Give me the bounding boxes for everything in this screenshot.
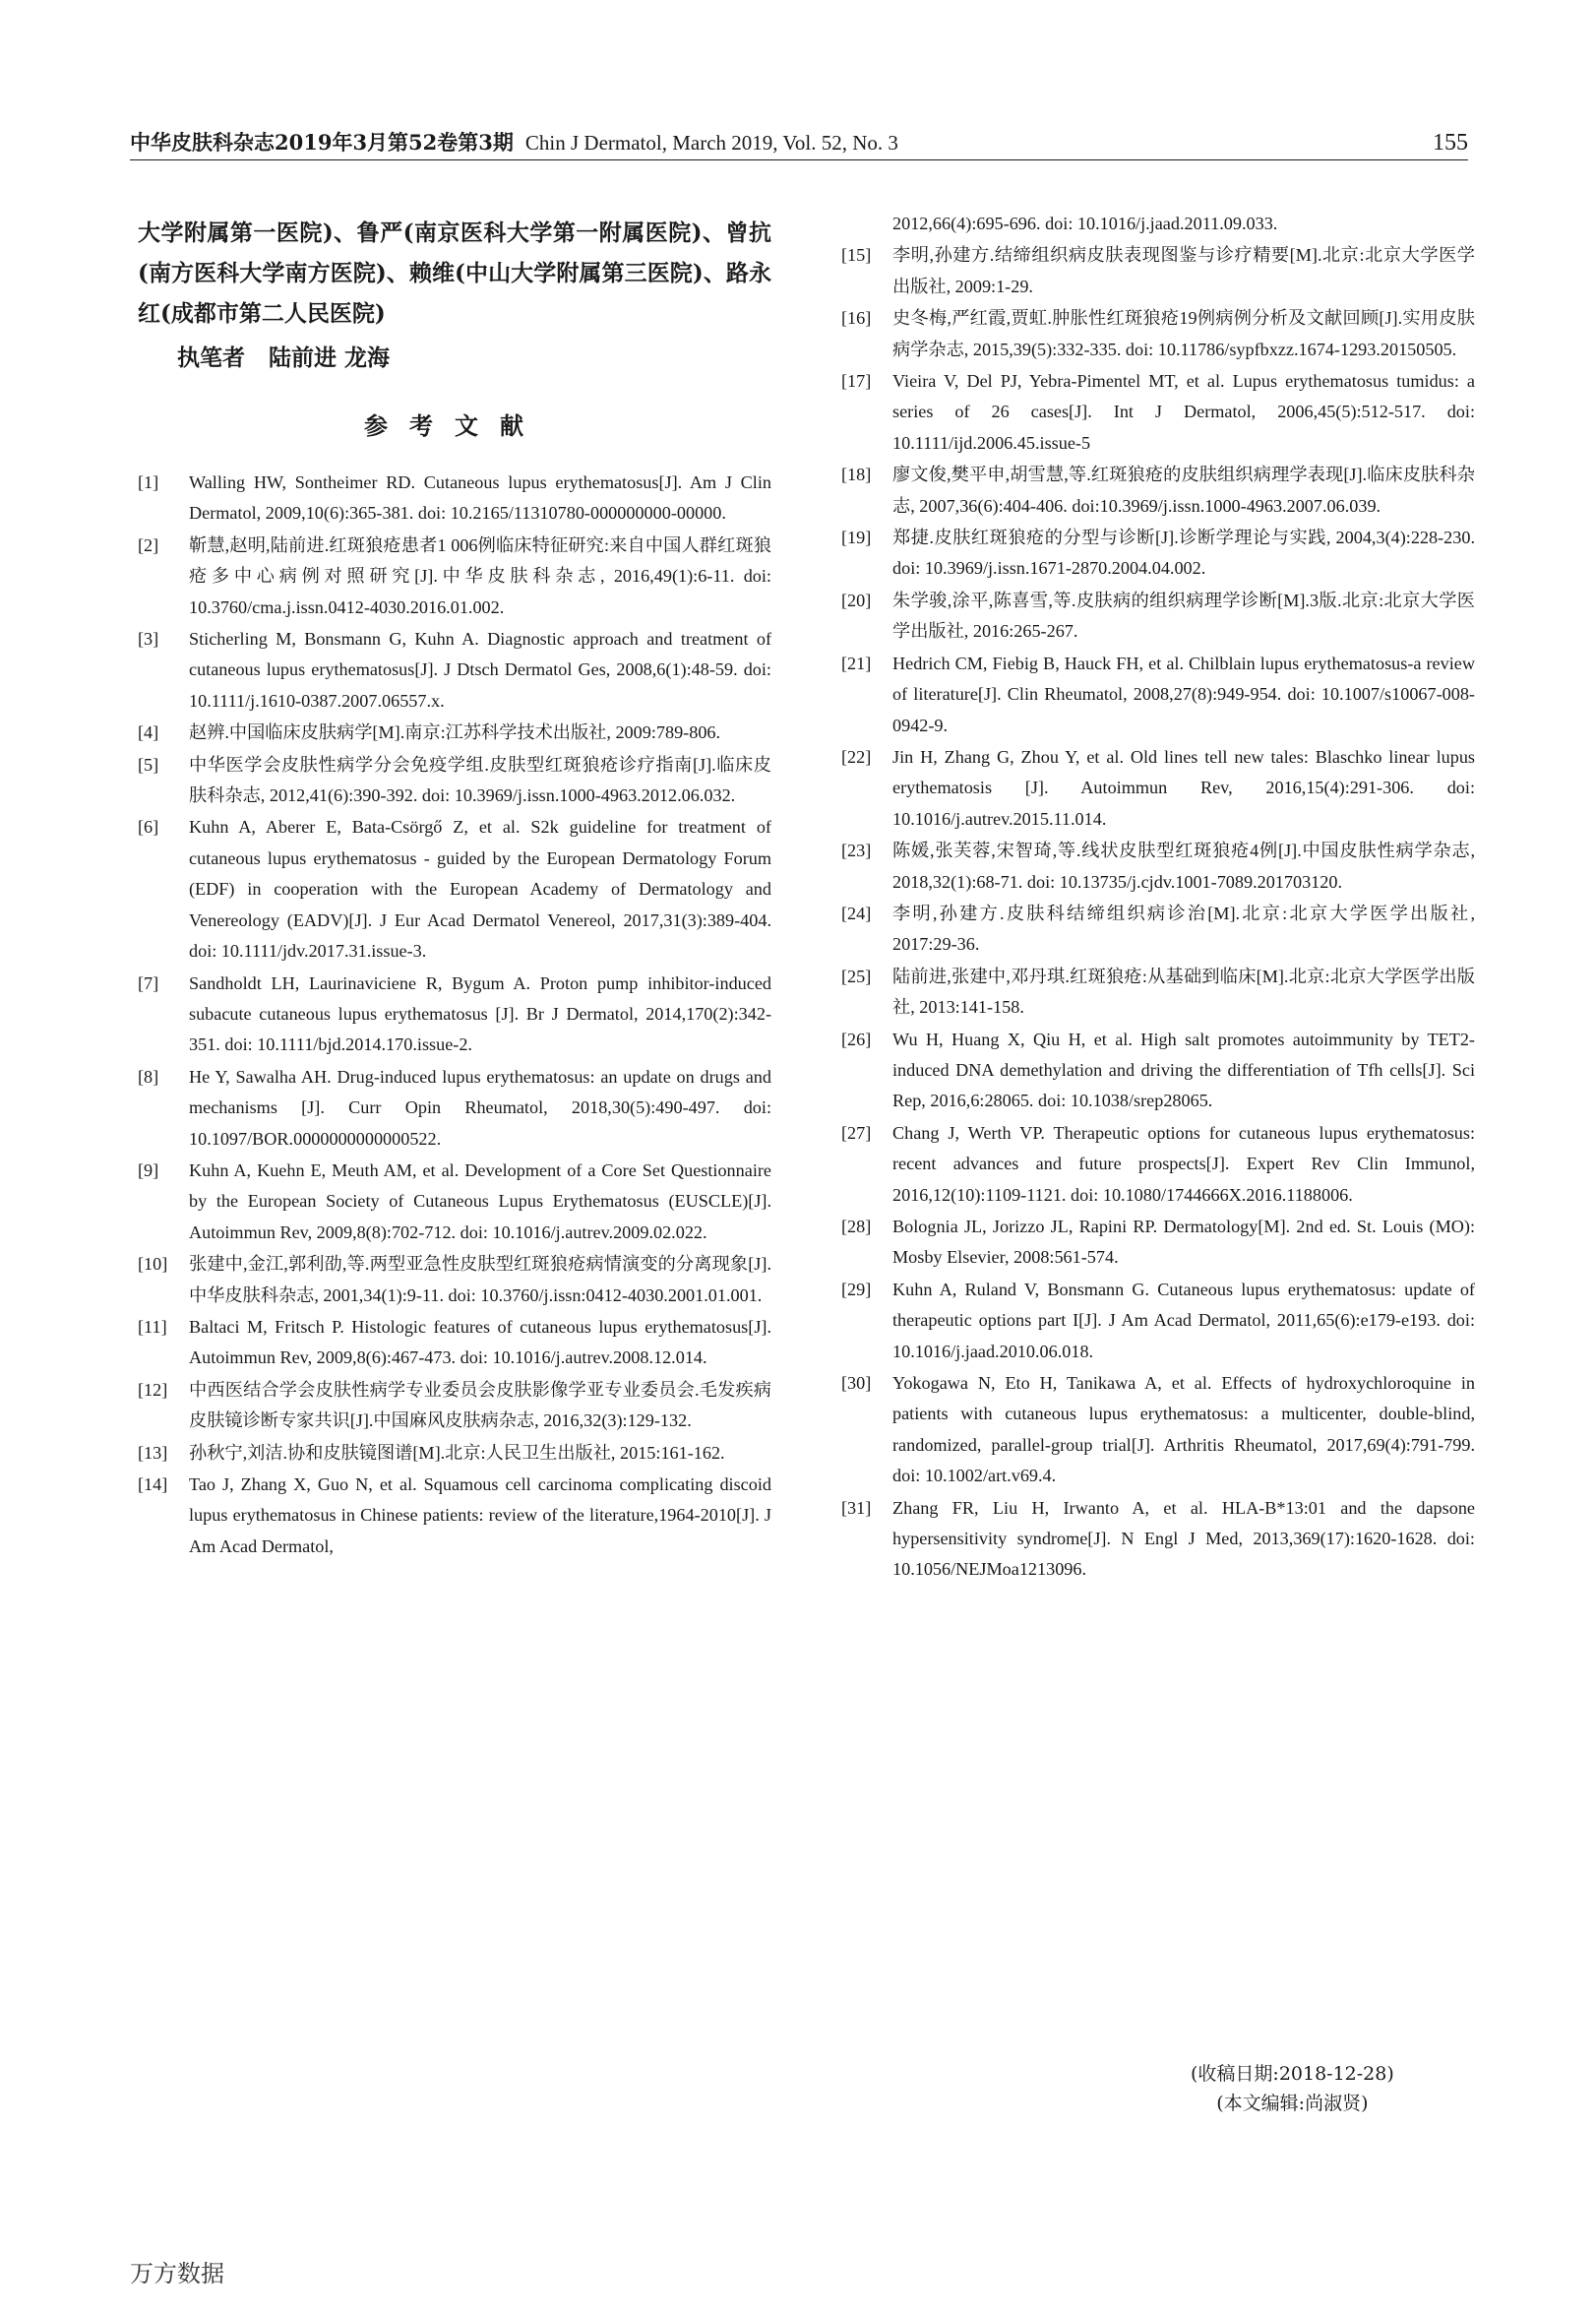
reference-text: 史冬梅,严红霞,贾虹.肿胀性红斑狼疮19例病例分析及文献回顾[J].实用皮肤病学杂志, 2015,39(5):332-335. doi: 10.11786/sypfbxzz.1674-1293.20150505. xyxy=(892,308,1475,359)
reference-list-right xyxy=(841,240,1475,1585)
reference-item xyxy=(841,586,1475,648)
reference-number: [27] xyxy=(841,1122,872,1143)
reference-number: [15] xyxy=(841,245,872,266)
reference-number: [30] xyxy=(841,1373,872,1394)
reference-text: 靳慧,赵明,陆前进.红斑狼疮患者1 006例临床特征研究:来自中国人群红斑狼疮多中心病例对照研究[J].中华皮肤科杂志, 2016,49(1):6-11. doi: 10.3760/cma.j.issn.0412-4030.2016.01.002. xyxy=(189,534,771,617)
watermark: 万方数据 xyxy=(130,2260,224,2287)
reference-number: [16] xyxy=(841,308,872,329)
reference-number: [14] xyxy=(138,1474,168,1494)
editor-credit: (本文编辑:尚淑贤) xyxy=(1216,2093,1369,2114)
reference-number: [2] xyxy=(138,534,159,555)
reference-text: 赵辨.中国临床皮肤病学[M].南京:江苏科学技术出版社, 2009:789-806. xyxy=(189,722,721,743)
reference-number: [24] xyxy=(841,903,872,923)
reference-item xyxy=(841,1212,1475,1274)
reference-number: [7] xyxy=(138,972,159,993)
reference-item xyxy=(138,718,771,748)
reference-item xyxy=(841,899,1475,961)
reference-item xyxy=(138,1312,771,1374)
reference-text: 张建中,金江,郭利劭,等.两型亚急性皮肤型红斑狼疮病情演变的分离现象[J].中华皮肤科杂志, 2001,34(1):9-11. doi: 10.3760/j.issn:0412-4030.2001.01.001. xyxy=(189,1254,771,1305)
reference-number: [11] xyxy=(138,1316,167,1337)
reference-number: [5] xyxy=(138,754,159,775)
reference-text: Baltaci M, Fritsch P. Histologic features of cutaneous lupus erythematosus[J]. Autoimmun Rev, 2009,8(6):467-473. doi: 10.1016/j.autrev.2008.12.014. xyxy=(189,1316,771,1368)
reference-item xyxy=(841,649,1475,741)
reference-item xyxy=(841,523,1475,585)
reference-number: [20] xyxy=(841,590,872,610)
reference-number: [10] xyxy=(138,1254,168,1275)
references-heading: 参考文献 xyxy=(364,411,545,440)
reference-text: Jin H, Zhang G, Zhou Y, et al. Old lines tell new tales: Blaschko linear lupus erythematosis [J]. Autoimmun Rev, 2016,15(4):291-306. doi: 10.1016/j.autrev.2015.11.014. xyxy=(892,746,1475,829)
journal-citation xyxy=(130,126,898,159)
reference-text: Hedrich CM, Fiebig B, Hauck FH, et al. Chilblain lupus erythematosus-a review of literature[J]. Clin Rheumatol, 2008,27(8):949-954. doi: 10.1007/s10067-008-0942-9. xyxy=(892,653,1475,735)
reference-list-left xyxy=(138,468,771,1562)
reference-item xyxy=(138,624,771,717)
reference-number: [31] xyxy=(841,1497,872,1518)
reference-item xyxy=(841,836,1475,898)
reference-text: Kuhn A, Kuehn E, Meuth AM, et al. Development of a Core Set Questionnaire by the European Society of Cutaneous Lupus Erythematosus (EUSCLE)[J]. Autoimmun Rev, 2009,8(8):702-712. doi: 10.1016/j.autrev.2009.02.022. xyxy=(189,1159,771,1242)
reference-text: 廖文俊,樊平申,胡雪慧,等.红斑狼疮的皮肤组织病理学表现[J].临床皮肤科杂志, 2007,36(6):404-406. doi:10.3969/j.issn.1000-4963.2007.06.039. xyxy=(892,465,1475,516)
reference-text: Vieira V, Del PJ, Yebra-Pimentel MT, et al. Lupus erythematosus tumidus: a series of 26 cases[J]. Int J Dermatol, 2006,45(5):512-517. doi: 10.1111/ijd.2006.45.issue-5 xyxy=(892,371,1475,453)
reference-text: Bolognia JL, Jorizzo JL, Rapini RP. Dermatology[M]. 2nd ed. St. Louis (MO): Mosby Elsevier, 2008:561-574. xyxy=(892,1217,1475,1268)
reference-item xyxy=(841,460,1475,522)
reference-text: Chang J, Werth VP. Therapeutic options for cutaneous lupus erythematosus: recent advances and future prospects[J]. Expert Rev Clin Immunol, 2016,12(10):1109-1121. doi: 10.1080/1744666X.2016.1188006. xyxy=(892,1122,1475,1205)
reference-number: [19] xyxy=(841,528,872,548)
reference-item xyxy=(138,531,771,623)
reference-text: Yokogawa N, Eto H, Tanikawa A, et al. Effects of hydroxychloroquine in patients with cutaneous lupus erythematosus: a multicenter, double-blind, randomized, parallel-group trial[J]. Arthritis Rheumatol, 2017,69(4):791-799. doi: 10.1002/art.v69.4. xyxy=(892,1373,1475,1486)
running-header xyxy=(130,126,1468,160)
reference-text: 朱学骏,涂平,陈喜雪,等.皮肤病的组织病理学诊断[M].3版.北京:北京大学医学出版社, 2016:265-267. xyxy=(892,590,1475,642)
reference-number: [6] xyxy=(138,817,159,838)
reference-item xyxy=(138,750,771,812)
reference-item xyxy=(841,1025,1475,1117)
reference-number: [25] xyxy=(841,966,872,986)
reference-number: [1] xyxy=(138,472,159,492)
page-number: 155 xyxy=(1433,130,1468,156)
reference-item xyxy=(841,962,1475,1024)
reference-text: Zhang FR, Liu H, Irwanto A, et al. HLA-B*13:01 and the dapsone hypersensitivity syndrome[J]. N Engl J Med, 2013,369(17):1620-1628. doi: 10.1056/NEJMoa1213096. xyxy=(892,1497,1475,1580)
left-column xyxy=(138,213,771,1563)
reference-item xyxy=(138,812,771,967)
reference-item xyxy=(138,468,771,530)
reference-text: 郑捷.皮肤红斑狼疮的分型与诊断[J].诊断学理论与实践, 2004,3(4):228-230. doi: 10.3969/j.issn.1671-2870.2004.04.002. xyxy=(892,528,1475,579)
reference-text: Walling HW, Sontheimer RD. Cutaneous lupus erythematosus[J]. Am J Clin Dermatol, 2009,10(6):365-381. doi: 10.2165/11310780-000000000-00000. xyxy=(189,472,771,524)
reference-number: [17] xyxy=(841,371,872,392)
reference-number: [23] xyxy=(841,841,872,861)
reference-text: 孙秋宁,刘洁.协和皮肤镜图谱[M].北京:人民卫生出版社, 2015:161-162. xyxy=(189,1442,725,1463)
reference-text: Sticherling M, Bonsmann G, Kuhn A. Diagnostic approach and treatment of cutaneous lupus erythematosus[J]. J Dtsch Dermatol Ges, 2008,6(1):48-59. doi: 10.1111/j.1610-0387.2007.06557.x. xyxy=(189,629,771,711)
article-meta xyxy=(1191,2059,1394,2118)
reference-number: [22] xyxy=(841,746,872,767)
reference-item xyxy=(841,1493,1475,1586)
reference-number: [21] xyxy=(841,653,872,673)
reference-item xyxy=(841,1275,1475,1367)
reference-item xyxy=(841,1118,1475,1211)
reference-item xyxy=(138,1062,771,1155)
reference-number: [28] xyxy=(841,1217,872,1236)
reference-item xyxy=(841,366,1475,459)
reference-continuation: 2012,66(4):695-696. doi: 10.1016/j.jaad.2011.09.033. xyxy=(892,214,1278,233)
reference-number: [9] xyxy=(138,1159,159,1180)
reference-item xyxy=(841,240,1475,302)
reference-text: Kuhn A, Ruland V, Bonsmann G. Cutaneous lupus erythematosus: update of therapeutic options part I[J]. J Am Acad Dermatol, 2011,65(6):e179-e193. doi: 10.1016/j.jaad.2010.06.018. xyxy=(892,1279,1475,1361)
journal-title-cn: 中华皮肤科杂志2019年3月第52卷第3期 xyxy=(130,130,514,155)
reference-item xyxy=(841,303,1475,365)
reference-number: [13] xyxy=(138,1442,168,1463)
reference-item xyxy=(138,1156,771,1248)
reference-number: [18] xyxy=(841,465,872,485)
reference-item xyxy=(138,1438,771,1469)
right-column xyxy=(841,209,1475,1587)
reference-number: [3] xyxy=(138,629,159,650)
reference-item xyxy=(138,1375,771,1437)
received-date: (收稿日期:2018-12-28) xyxy=(1191,2063,1394,2085)
reference-item xyxy=(841,742,1475,835)
authors-names: 陆前进 龙海 xyxy=(269,344,391,371)
reference-text: Wu H, Huang X, Qiu H, et al. High salt promotes autoimmunity by TET2-induced DNA demethylation and driving the differentiation of Tfh cells[J]. Sci Rep, 2016,6:28065. doi: 10.1038/srep28065. xyxy=(892,1029,1475,1111)
affiliations-paragraph: 大学附属第一医院)、鲁严(南京医科大学第一附属医院)、曾抗(南方医科大学南方医院)、赖维(中山大学附属第三医院)、路永红(成都市第二人民医院) xyxy=(138,219,771,327)
reference-item xyxy=(841,1368,1475,1492)
reference-item xyxy=(138,969,771,1061)
reference-text: 陆前进,张建中,邓丹琪.红斑狼疮:从基础到临床[M].北京:北京大学医学出版社, 2013:141-158. xyxy=(892,966,1475,1018)
journal-title-en: Chin J Dermatol, March 2019, Vol. 52, No. 3 xyxy=(524,131,898,155)
reference-number: [8] xyxy=(138,1066,159,1087)
reference-text: 陈媛,张芙蓉,宋智琦,等.线状皮肤型红斑狼疮4例[J].中国皮肤性病学杂志, 2018,32(1):68-71. doi: 10.13735/j.cjdv.1001-7089.201703120. xyxy=(892,841,1475,892)
reference-number: [4] xyxy=(138,722,159,743)
reference-text: Kuhn A, Aberer E, Bata-Csörgő Z, et al. S2k guideline for treatment of cutaneous lupus erythematosus - guided by the European Dermatology Forum (EDF) in cooperation with the European Academy of Dermatology and Venereology (EADV)[J]. J Eur Acad Dermatol Venereol, 2017,31(3):389-404. doi: 10.1111/jdv.2017.31.issue-3. xyxy=(189,817,771,962)
reference-item xyxy=(138,1470,771,1562)
reference-text: 李明,孙建方.结缔组织病皮肤表现图鉴与诊疗精要[M].北京:北京大学医学出版社, 2009:1-29. xyxy=(892,245,1475,296)
reference-number: [29] xyxy=(841,1279,872,1299)
authors-label: 执笔者 xyxy=(177,344,245,371)
reference-item xyxy=(138,1249,771,1311)
reference-text: 中西医结合学会皮肤性病学专业委员会皮肤影像学亚专业委员会.毛发疾病皮肤镜诊断专家共识[J].中国麻风皮肤病杂志, 2016,32(3):129-132. xyxy=(189,1379,771,1431)
reference-text: 中华医学会皮肤性病学分会免疫学组.皮肤型红斑狼疮诊疗指南[J].临床皮肤科杂志, 2012,41(6):390-392. doi: 10.3969/j.issn.1000-4963.2012.06.032. xyxy=(189,754,771,806)
reference-text: Sandholdt LH, Laurinaviciene R, Bygum A. Proton pump inhibitor-induced subacute cutaneous lupus erythematosus [J]. Br J Dermatol, 2014,170(2):342-351. doi: 10.1111/bjd.2014.170.issue-2. xyxy=(189,972,771,1055)
reference-text: 李明,孙建方.皮肤科结缔组织病诊治[M].北京:北京大学医学出版社, 2017:29-36. xyxy=(892,903,1475,955)
reference-number: [26] xyxy=(841,1029,872,1049)
authors-line xyxy=(177,338,771,379)
reference-text: He Y, Sawalha AH. Drug-induced lupus erythematosus: an update on drugs and mechanisms [J]. Curr Opin Rheumatol, 2018,30(5):490-497. doi: 10.1097/BOR.0000000000000522. xyxy=(189,1066,771,1149)
reference-text: Tao J, Zhang X, Guo N, et al. Squamous cell carcinoma complicating discoid lupus erythematosus in Chinese patients: review of the literature,1964-2010[J]. J Am Acad Dermatol, xyxy=(189,1474,771,1556)
reference-number: [12] xyxy=(138,1379,168,1400)
